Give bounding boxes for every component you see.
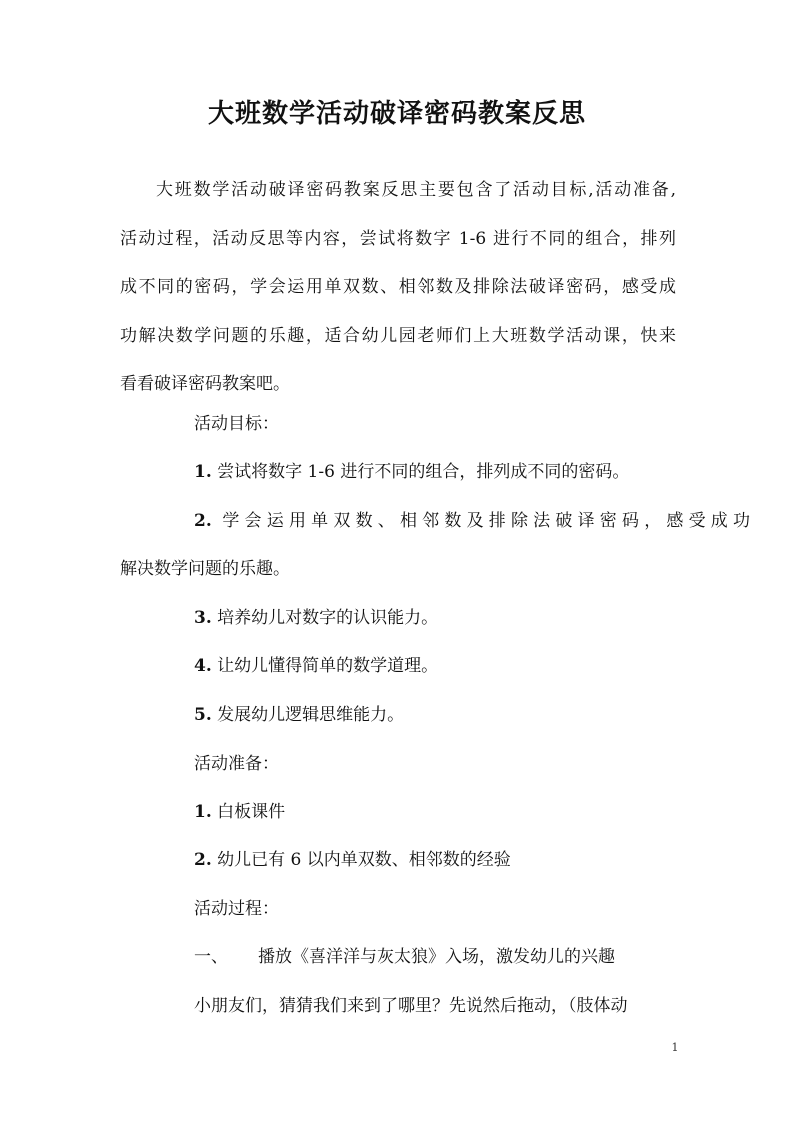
goal-text: 尝试将数字 1-6 进行不同的组合，排列成不同的密码。: [217, 462, 630, 482]
intro-line: 功解决数学问题的乐趣，适合幼儿园老师们上大班数学活动课，快来: [120, 325, 676, 346]
process-step: [120, 945, 750, 969]
goal-number: 4.: [194, 656, 212, 676]
goal-text: 培养幼儿对数字的认识能力。: [217, 608, 439, 628]
goal-number: 1.: [194, 462, 212, 482]
intro-line: 成不同的密码，学会运用单双数、相邻数及排除法破译密码，感受成: [120, 277, 676, 297]
goal-item: [120, 703, 750, 727]
preparation-number: 1.: [194, 802, 212, 822]
preparation-item: [120, 848, 750, 872]
goal-text-continuation: 解决数学问题的乐趣。: [120, 559, 290, 579]
process-paragraph: 小朋友们，猜猜我们来到了哪里？先说然后拖动，（肢体动: [194, 996, 628, 1016]
process-step-text: 播放《喜洋洋与灰太狼》入场，激发幼儿的兴趣: [258, 947, 615, 967]
preparation-text: 白板课件: [217, 802, 286, 822]
document-title: 大班数学活动破译密码教案反思: [207, 99, 586, 129]
process-step-number: 一、: [194, 947, 228, 967]
goal-item: [120, 606, 750, 630]
intro-paragraph: [120, 166, 676, 409]
goal-text: 发展幼儿逻辑思维能力。: [217, 705, 405, 725]
goal-text: 学会运用单双数、相邻数及排除法破译密码，感受成功: [222, 511, 751, 531]
preparation-heading: 活动准备：: [194, 754, 279, 774]
goals-heading: 活动目标：: [194, 414, 279, 434]
goal-item: [120, 654, 750, 678]
preparation-text: 幼儿已有 6 以内单双数、相邻数的经验: [217, 850, 511, 870]
intro-line: 大班数学活动破译密码教案反思主要包含了活动目标,活动准备,: [156, 180, 676, 200]
preparation-number: 2.: [194, 850, 212, 870]
goal-item: [120, 509, 750, 533]
intro-line: 活动过程，活动反思等内容，尝试将数字 1-6 进行不同的组合，排列: [120, 228, 676, 249]
goal-text: 让幼儿懂得简单的数学道理。: [217, 656, 439, 676]
process-heading: 活动过程：: [194, 899, 279, 919]
goal-number: 2.: [194, 511, 212, 531]
goal-number: 3.: [194, 608, 212, 628]
goal-number: 5.: [194, 705, 212, 725]
preparation-item: [120, 800, 750, 824]
intro-line: 看看破译密码教案吧。: [120, 374, 290, 394]
goal-item: [120, 460, 750, 484]
page-number: 1: [671, 1041, 679, 1054]
